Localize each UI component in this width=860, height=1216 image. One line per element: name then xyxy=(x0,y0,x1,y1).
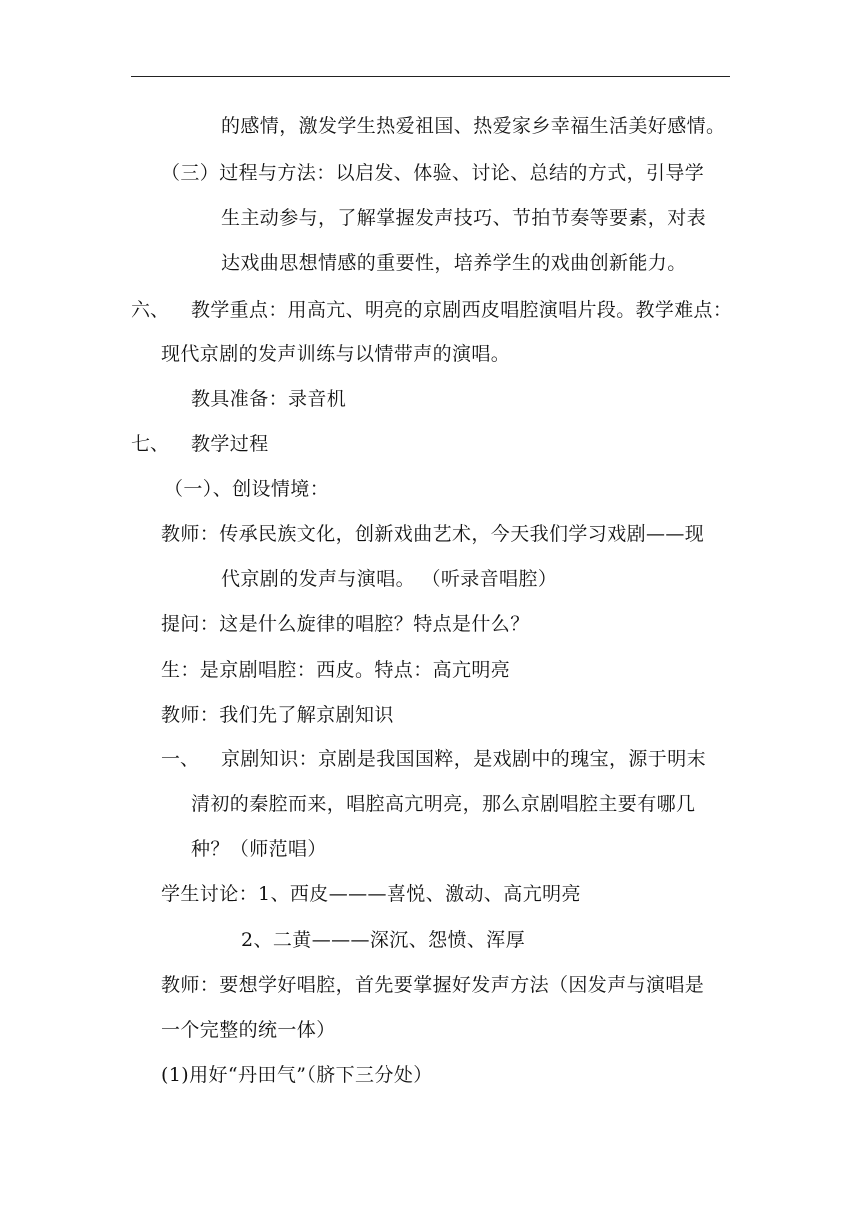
text-line: 现代京剧的发声训练与以情带声的演唱。 xyxy=(161,343,511,365)
text-line: 生主动参与，了解掌握发声技巧、节拍节奏等要素，对表 xyxy=(221,207,707,229)
text-line: （三）过程与方法：以启发、体验、讨论、总结的方式，引导学 xyxy=(161,162,705,184)
text-line: (1)用好“丹田气”（脐下三分处） xyxy=(161,1064,433,1086)
text-line: 教师：我们先了解京剧知识 xyxy=(161,704,394,726)
header-rule xyxy=(131,76,730,77)
text-line: 清初的秦腔而来，唱腔高亢明亮，那么京剧唱腔主要有哪几 xyxy=(191,793,696,815)
text-line: 达戏曲思想情感的重要性，培养学生的戏曲创新能力。 xyxy=(221,252,687,274)
list-number-one: 一、 xyxy=(161,748,200,770)
sub-heading: （一）、创设情境： xyxy=(164,478,330,500)
text-line: 教学重点：用高亢、明亮的京剧西皮唱腔演唱片段。教学难点： xyxy=(191,299,733,321)
section-heading: 教学过程 xyxy=(191,433,269,455)
text-line: 学生讨论：1、西皮———喜悦、激动、高亢明亮 xyxy=(161,883,581,905)
text-line: 教师：要想学好唱腔，首先要掌握好发声方法（因发声与演唱是 xyxy=(161,974,705,996)
text-line: 京剧知识：京剧是我国国粹，是戏剧中的瑰宝，源于明末 xyxy=(221,748,707,770)
section-number-six: 六、 xyxy=(131,299,170,321)
text-line: 的感情，激发学生热爱祖国、热爱家乡幸福生活美好感情。 xyxy=(221,115,726,137)
text-line: 代京剧的发声与演唱。 （听录音唱腔） xyxy=(221,568,558,590)
text-line: 一个完整的统一体） xyxy=(161,1019,336,1041)
text-line: 教师：传承民族文化，创新戏曲艺术，今天我们学习戏剧——现 xyxy=(161,523,705,545)
text-line: 提问：这是什么旋律的唱腔？特点是什么？ xyxy=(161,613,530,635)
text-line: 2、二黄———深沉、怨愤、浑厚 xyxy=(241,929,526,951)
text-line: 种？（师范唱） xyxy=(191,838,327,860)
text-line: 生：是京剧唱腔：西皮。特点：高亢明亮 xyxy=(161,659,511,681)
section-number-seven: 七、 xyxy=(131,433,170,455)
text-line: 教具准备：录音机 xyxy=(191,388,347,410)
